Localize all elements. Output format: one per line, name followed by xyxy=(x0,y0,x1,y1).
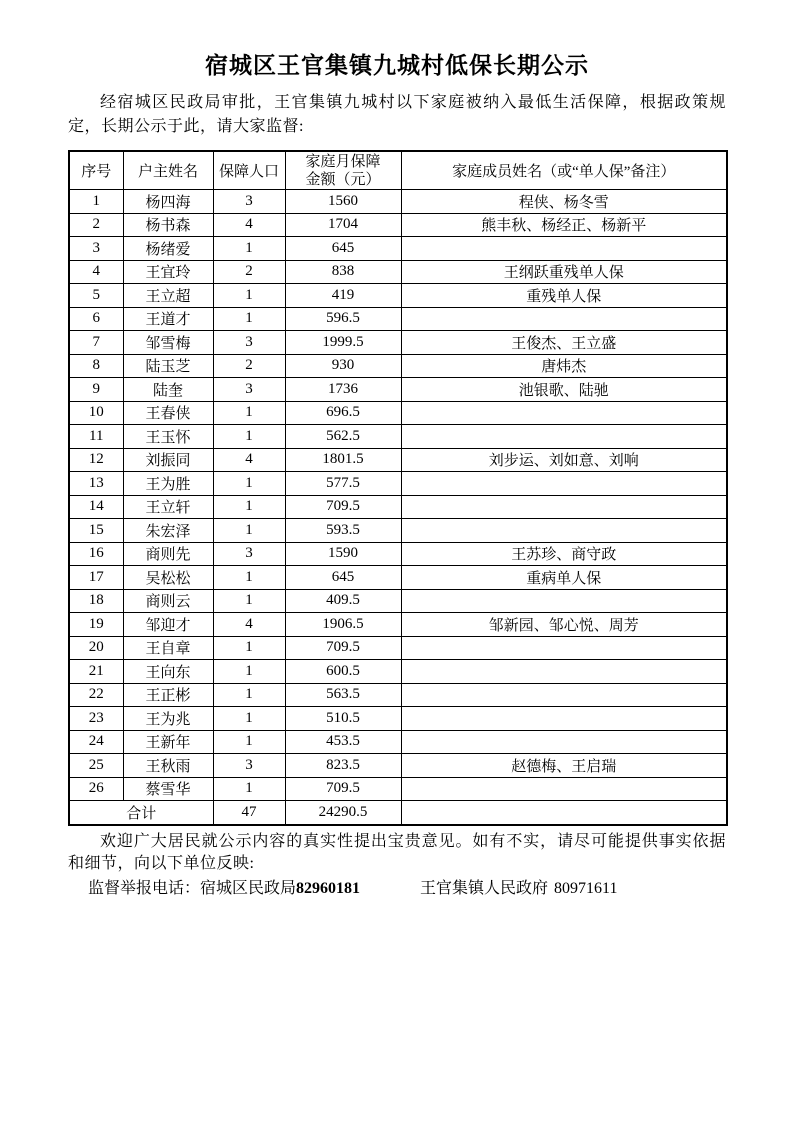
total-row xyxy=(69,801,727,825)
amount-cell: 563.5 xyxy=(285,683,401,707)
header-householder: 户主姓名 xyxy=(123,151,213,190)
seq-cell: 6 xyxy=(69,307,123,331)
householder-cell: 王自章 xyxy=(123,636,213,660)
allowance-table xyxy=(68,150,728,826)
amount-cell: 409.5 xyxy=(285,589,401,613)
population-cell: 1 xyxy=(213,777,285,801)
members-cell xyxy=(401,425,727,449)
householder-cell: 商则先 xyxy=(123,542,213,566)
table-row xyxy=(69,566,727,590)
population-cell: 1 xyxy=(213,237,285,261)
population-cell: 1 xyxy=(213,730,285,754)
total-amount-cell: 24290.5 xyxy=(285,801,401,825)
table-row xyxy=(69,331,727,355)
population-cell: 1 xyxy=(213,519,285,543)
householder-cell: 陆奎 xyxy=(123,378,213,402)
amount-cell: 600.5 xyxy=(285,660,401,684)
amount-cell: 577.5 xyxy=(285,472,401,496)
hotline-label: 监督举报电话： xyxy=(88,879,201,897)
table-row xyxy=(69,260,727,284)
hotline-line xyxy=(68,878,726,900)
members-cell: 刘步运、刘如意、刘响 xyxy=(401,448,727,472)
members-cell xyxy=(401,519,727,543)
seq-cell: 11 xyxy=(69,425,123,449)
seq-cell: 2 xyxy=(69,213,123,237)
seq-cell: 14 xyxy=(69,495,123,519)
total-members-cell xyxy=(401,801,727,825)
members-cell: 王纲跃重残单人保 xyxy=(401,260,727,284)
hotline-town-gov-name: 王官集镇人民政府 xyxy=(420,879,549,897)
population-cell: 1 xyxy=(213,401,285,425)
members-cell xyxy=(401,636,727,660)
householder-cell: 王立轩 xyxy=(123,495,213,519)
table-row xyxy=(69,213,727,237)
members-cell: 池银歌、陆驰 xyxy=(401,378,727,402)
seq-cell: 12 xyxy=(69,448,123,472)
householder-cell: 王道才 xyxy=(123,307,213,331)
total-population-cell: 47 xyxy=(213,801,285,825)
amount-cell: 1999.5 xyxy=(285,331,401,355)
amount-cell: 562.5 xyxy=(285,425,401,449)
table-row xyxy=(69,660,727,684)
table-row xyxy=(69,495,727,519)
seq-cell: 5 xyxy=(69,284,123,308)
table-row xyxy=(69,519,727,543)
population-cell: 2 xyxy=(213,354,285,378)
members-cell xyxy=(401,401,727,425)
seq-cell: 26 xyxy=(69,777,123,801)
seq-cell: 13 xyxy=(69,472,123,496)
members-cell xyxy=(401,472,727,496)
population-cell: 1 xyxy=(213,566,285,590)
table-row xyxy=(69,237,727,261)
amount-cell: 1801.5 xyxy=(285,448,401,472)
amount-cell: 1906.5 xyxy=(285,613,401,637)
seq-cell: 22 xyxy=(69,683,123,707)
members-cell: 王苏珍、商守政 xyxy=(401,542,727,566)
amount-cell: 510.5 xyxy=(285,707,401,731)
householder-cell: 刘振同 xyxy=(123,448,213,472)
table-row xyxy=(69,589,727,613)
table-footer xyxy=(69,801,727,825)
householder-cell: 王春侠 xyxy=(123,401,213,425)
intro-paragraph: 经宿城区民政局审批，王官集镇九城村以下家庭被纳入最低生活保障，根据政策规定，长期公示于此，请大家监督: xyxy=(68,94,726,135)
members-cell xyxy=(401,237,727,261)
householder-cell: 邹迎才 xyxy=(123,613,213,637)
amount-cell: 709.5 xyxy=(285,495,401,519)
members-cell: 王俊杰、王立盛 xyxy=(401,331,727,355)
population-cell: 3 xyxy=(213,542,285,566)
population-cell: 4 xyxy=(213,213,285,237)
population-cell: 4 xyxy=(213,613,285,637)
population-cell: 1 xyxy=(213,707,285,731)
population-cell: 1 xyxy=(213,683,285,707)
amount-cell: 709.5 xyxy=(285,636,401,660)
table-body xyxy=(69,190,727,801)
amount-cell: 838 xyxy=(285,260,401,284)
seq-cell: 1 xyxy=(69,190,123,214)
seq-cell: 24 xyxy=(69,730,123,754)
members-cell xyxy=(401,707,727,731)
amount-cell: 453.5 xyxy=(285,730,401,754)
householder-cell: 王秋雨 xyxy=(123,754,213,778)
table-row xyxy=(69,448,727,472)
table-row xyxy=(69,754,727,778)
header-members: 家庭成员姓名（或“单人保”备注） xyxy=(401,151,727,190)
members-cell: 重病单人保 xyxy=(401,566,727,590)
members-cell xyxy=(401,660,727,684)
householder-cell: 王玉怀 xyxy=(123,425,213,449)
table-row xyxy=(69,636,727,660)
householder-cell: 陆玉芝 xyxy=(123,354,213,378)
amount-cell: 696.5 xyxy=(285,401,401,425)
householder-cell: 王向东 xyxy=(123,660,213,684)
population-cell: 1 xyxy=(213,495,285,519)
header-row xyxy=(69,151,727,190)
table-row xyxy=(69,190,727,214)
members-cell xyxy=(401,307,727,331)
page-title: 宿城区王官集镇九城村低保长期公示 xyxy=(205,53,589,78)
amount-cell: 1560 xyxy=(285,190,401,214)
seq-cell: 7 xyxy=(69,331,123,355)
amount-cell: 593.5 xyxy=(285,519,401,543)
householder-cell: 杨书森 xyxy=(123,213,213,237)
seq-cell: 19 xyxy=(69,613,123,637)
table-row xyxy=(69,613,727,637)
householder-cell: 蔡雪华 xyxy=(123,777,213,801)
seq-cell: 20 xyxy=(69,636,123,660)
population-cell: 1 xyxy=(213,636,285,660)
table-row xyxy=(69,425,727,449)
householder-cell: 杨四海 xyxy=(123,190,213,214)
table-row xyxy=(69,730,727,754)
members-cell: 赵德梅、王启瑞 xyxy=(401,754,727,778)
members-cell: 唐炜杰 xyxy=(401,354,727,378)
householder-cell: 王为兆 xyxy=(123,707,213,731)
table-row xyxy=(69,472,727,496)
population-cell: 1 xyxy=(213,425,285,449)
seq-cell: 21 xyxy=(69,660,123,684)
population-cell: 1 xyxy=(213,284,285,308)
population-cell: 3 xyxy=(213,190,285,214)
amount-cell: 1704 xyxy=(285,213,401,237)
population-cell: 3 xyxy=(213,754,285,778)
householder-cell: 王为胜 xyxy=(123,472,213,496)
householder-cell: 邹雪梅 xyxy=(123,331,213,355)
seq-cell: 3 xyxy=(69,237,123,261)
header-population: 保障人口 xyxy=(213,151,285,190)
seq-cell: 18 xyxy=(69,589,123,613)
amount-cell: 645 xyxy=(285,566,401,590)
population-cell: 3 xyxy=(213,378,285,402)
householder-cell: 王宜玲 xyxy=(123,260,213,284)
population-cell: 4 xyxy=(213,448,285,472)
feedback-note: 欢迎广大居民就公示内容的真实性提出宝贵意见。如有不实，请尽可能提供事实依据和细节，向以下单位反映: xyxy=(68,832,726,872)
members-cell: 重残单人保 xyxy=(401,284,727,308)
population-cell: 3 xyxy=(213,331,285,355)
header-amount xyxy=(285,151,401,190)
table-row xyxy=(69,707,727,731)
members-cell: 邹新园、邹心悦、周芳 xyxy=(401,613,727,637)
householder-cell: 朱宏泽 xyxy=(123,519,213,543)
table-row xyxy=(69,777,727,801)
seq-cell: 25 xyxy=(69,754,123,778)
members-cell xyxy=(401,683,727,707)
seq-cell: 10 xyxy=(69,401,123,425)
amount-cell: 709.5 xyxy=(285,777,401,801)
amount-cell: 645 xyxy=(285,237,401,261)
members-cell xyxy=(401,777,727,801)
table-row xyxy=(69,542,727,566)
amount-cell: 1736 xyxy=(285,378,401,402)
seq-cell: 23 xyxy=(69,707,123,731)
table-row xyxy=(69,354,727,378)
seq-cell: 9 xyxy=(69,378,123,402)
total-label-cell: 合计 xyxy=(69,801,213,825)
table-row xyxy=(69,401,727,425)
householder-cell: 商则云 xyxy=(123,589,213,613)
header-amount-label: 家庭月保障金额（元） xyxy=(305,153,381,188)
table-row xyxy=(69,378,727,402)
population-cell: 2 xyxy=(213,260,285,284)
householder-cell: 王立超 xyxy=(123,284,213,308)
population-cell: 1 xyxy=(213,589,285,613)
members-cell xyxy=(401,589,727,613)
seq-cell: 15 xyxy=(69,519,123,543)
amount-cell: 1590 xyxy=(285,542,401,566)
hotline-civil-affairs-number: 82960181 xyxy=(296,879,361,897)
amount-cell: 419 xyxy=(285,284,401,308)
householder-cell: 王新年 xyxy=(123,730,213,754)
seq-cell: 17 xyxy=(69,566,123,590)
amount-cell: 596.5 xyxy=(285,307,401,331)
amount-cell: 930 xyxy=(285,354,401,378)
members-cell: 熊丰秋、杨经正、杨新平 xyxy=(401,213,727,237)
members-cell xyxy=(401,730,727,754)
hotline-civil-affairs-name: 宿城区民政局 xyxy=(200,879,297,897)
seq-cell: 4 xyxy=(69,260,123,284)
table-row xyxy=(69,683,727,707)
hotline-town-gov-number: 80971611 xyxy=(554,879,618,897)
seq-cell: 8 xyxy=(69,354,123,378)
householder-cell: 杨绪爱 xyxy=(123,237,213,261)
amount-cell: 823.5 xyxy=(285,754,401,778)
table-header xyxy=(69,151,727,190)
members-cell xyxy=(401,495,727,519)
householder-cell: 吴松松 xyxy=(123,566,213,590)
table-row xyxy=(69,307,727,331)
members-cell: 程侠、杨冬雪 xyxy=(401,190,727,214)
table-row xyxy=(69,284,727,308)
population-cell: 1 xyxy=(213,307,285,331)
seq-cell: 16 xyxy=(69,542,123,566)
header-seq: 序号 xyxy=(69,151,123,190)
population-cell: 1 xyxy=(213,660,285,684)
householder-cell: 王正彬 xyxy=(123,683,213,707)
population-cell: 1 xyxy=(213,472,285,496)
